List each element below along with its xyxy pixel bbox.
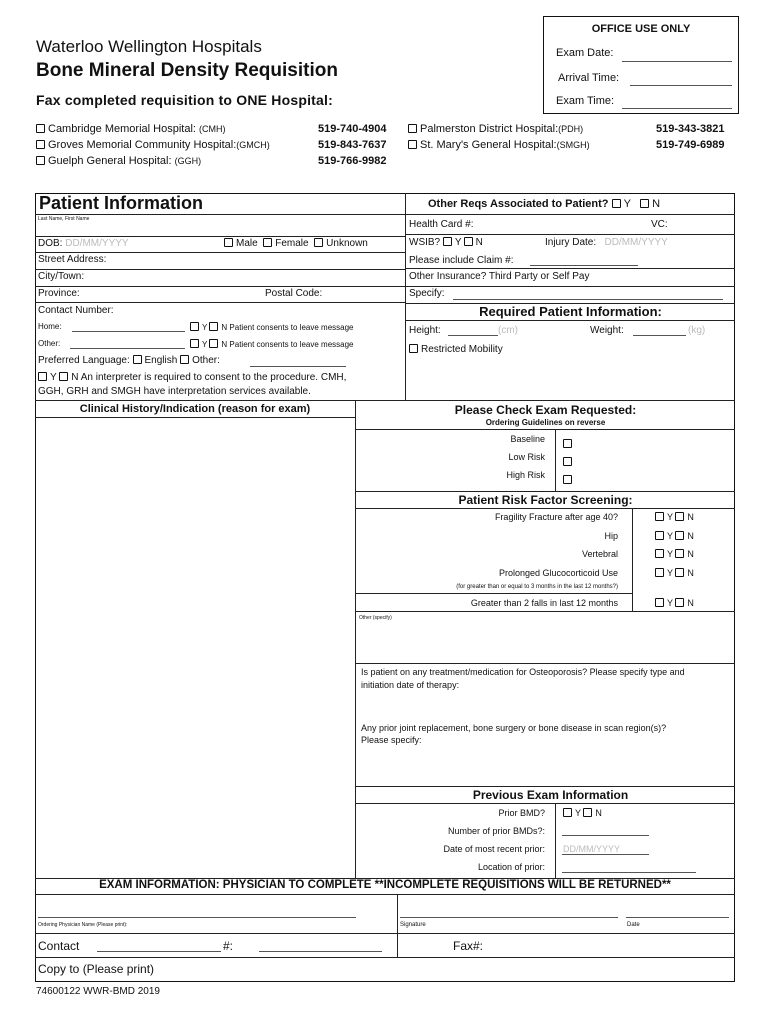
fax-instruction: Fax completed requisition to ONE Hospital: [36, 92, 333, 108]
checkbox-icon[interactable] [38, 372, 47, 381]
home-label: Home: [38, 322, 62, 331]
sex-options [224, 238, 368, 249]
checkbox-icon[interactable] [675, 531, 684, 540]
previous-heading: Previous Exam Information [472, 788, 629, 802]
language-label: Preferred Language: [38, 355, 130, 366]
home-consent: Y N Patient consents to leave message [190, 322, 354, 332]
contact-number-field[interactable] [259, 951, 382, 952]
exam-info-banner: EXAM INFORMATION: PHYSICIAN TO COMPLETE **INCOMPLETE REQUISITIONS WILL BE RETURNED** [99, 879, 671, 891]
risk-item-label: Hip [604, 531, 618, 541]
form-title: Bone Mineral Density Requisition [36, 60, 338, 81]
column-divider [397, 894, 398, 958]
contact-field[interactable] [97, 951, 221, 952]
number-prior-field[interactable] [562, 835, 649, 836]
low-risk-checkbox[interactable] [563, 452, 575, 470]
fax-pdh: 519-343-3821 [656, 123, 725, 135]
risk-item-label: Fragility Fracture after age 40? [494, 512, 618, 522]
row-divider [356, 663, 735, 664]
risk-yn-1[interactable]: Y N [655, 531, 694, 541]
checkbox-icon[interactable] [408, 140, 417, 149]
wsib-label: WSIB? [409, 237, 441, 248]
contact-number-label: Contact Number: [38, 305, 114, 316]
exam-time-label: Exam Time: [556, 95, 615, 107]
contact-number-label: #: [223, 939, 234, 953]
high-risk-checkbox[interactable] [563, 470, 575, 488]
risk-heading: Patient Risk Factor Screening: [458, 493, 633, 507]
specify-field[interactable] [453, 299, 723, 300]
checkbox-icon[interactable] [408, 124, 417, 133]
other-language-label: Other: [192, 355, 220, 366]
checkbox-icon[interactable] [675, 598, 684, 607]
home-phone-field[interactable] [72, 331, 185, 332]
row-divider [406, 268, 735, 269]
dob-field[interactable]: DD/MM/YYYY [65, 238, 129, 249]
hospital-pdh[interactable] [408, 123, 583, 135]
dob-label: DOB: [38, 238, 63, 249]
english-label: English [144, 355, 178, 366]
column-divider [405, 193, 406, 401]
hospital-ggh[interactable] [36, 155, 201, 167]
checkbox-icon[interactable] [409, 344, 418, 353]
checkbox-icon[interactable] [224, 238, 233, 247]
checkbox-icon[interactable] [209, 322, 218, 331]
other-consent: Y N Patient consents to leave message [190, 339, 354, 349]
checkbox-icon[interactable] [36, 124, 45, 133]
other-reqs-label: Other Reqs Associated to Patient? [428, 198, 609, 210]
hospital-code: (PDH) [558, 124, 584, 134]
checkbox-icon[interactable] [655, 512, 664, 521]
row-divider [356, 429, 735, 430]
male-label: Male [236, 238, 258, 249]
exam-option-label: Baseline [510, 434, 545, 444]
fax-cmh: 519-740-4904 [318, 123, 387, 135]
province-label: Province: [38, 288, 80, 299]
restricted-mobility[interactable] [409, 344, 503, 355]
row-divider [35, 302, 406, 303]
ordering-physician-field[interactable] [38, 917, 356, 918]
risk-yn-2[interactable]: Y N [655, 549, 694, 559]
copy-to-label: Copy to (Please print) [38, 962, 155, 976]
checkbox-icon[interactable] [314, 238, 323, 247]
arrival-time-field[interactable] [630, 85, 732, 86]
office-use-box [543, 16, 739, 114]
date-recent-label: Date of most recent prior: [443, 844, 545, 854]
prior-question-1: Any prior joint replacement, bone surgery or bone disease in scan region(s)? [361, 723, 667, 733]
other-phone-field[interactable] [70, 348, 185, 349]
row-divider [406, 234, 735, 235]
exam-heading: Please Check Exam Requested: [454, 403, 637, 417]
location-prior-field[interactable] [562, 872, 696, 873]
name-label: Last Name, First Name [38, 216, 90, 222]
checkbox-icon[interactable] [655, 598, 664, 607]
postal-label: Postal Code: [265, 288, 323, 299]
number-prior-label: Number of prior BMDs?: [447, 826, 545, 836]
contact-label: Contact [38, 939, 80, 953]
prior-bmd-label: Prior BMD? [498, 808, 545, 818]
unknown-label: Unknown [326, 238, 368, 249]
baseline-checkbox[interactable] [563, 434, 575, 452]
risk-yn-0[interactable]: Y N [655, 512, 694, 522]
exam-date-field[interactable] [622, 61, 732, 62]
column-divider [555, 803, 556, 878]
injury-date-label: Injury Date: [545, 237, 597, 248]
other-language-field[interactable] [250, 366, 346, 367]
checkbox-icon[interactable] [655, 549, 664, 558]
row-divider [35, 269, 406, 270]
height-field[interactable] [448, 335, 498, 336]
osteo-question-2: initiation date of therapy: [361, 680, 460, 690]
checkbox-icon[interactable] [133, 355, 142, 364]
row-divider [356, 786, 735, 787]
no-label: N [652, 198, 661, 210]
hospital-cmh[interactable] [36, 123, 226, 135]
other-reqs-question [428, 198, 660, 210]
consent-label: N Patient consents to leave message [221, 340, 354, 349]
wsib-row: WSIB? Y N [409, 237, 483, 248]
checkbox-icon[interactable] [640, 199, 649, 208]
city-label: City/Town: [38, 271, 85, 282]
required-heading: Required Patient Information: [479, 304, 662, 319]
checkbox-icon[interactable] [563, 475, 572, 484]
row-divider [356, 491, 735, 492]
column-divider [355, 400, 356, 878]
row-divider [35, 214, 406, 215]
risk-item-label: Prolonged Glucocorticoid Use [498, 568, 618, 578]
exam-subheading: Ordering Guidelines on reverse [485, 418, 606, 427]
fax-ggh: 519-766-9982 [318, 155, 387, 167]
checkbox-icon[interactable] [675, 549, 684, 558]
prior-question-2: Please specify: [361, 735, 422, 745]
consent-label: N Patient consents to leave message [221, 323, 354, 332]
hospital-code: (GMCH) [236, 140, 270, 150]
vc-label: VC: [651, 219, 668, 230]
exam-date-label: Exam Date: [556, 47, 614, 59]
row-divider [35, 933, 735, 934]
row-divider [35, 957, 735, 958]
other-specify-label: Other (specify) [359, 615, 392, 621]
date-recent-field[interactable]: DD/MM/YYYY [563, 844, 621, 854]
row-divider [356, 593, 633, 594]
checkbox-icon[interactable] [675, 512, 684, 521]
risk-yn-4[interactable]: Y N [655, 598, 694, 608]
checkbox-icon[interactable] [190, 339, 199, 348]
checkbox-icon[interactable] [583, 808, 592, 817]
osteo-question-1: Is patient on any treatment/medication for Osteoporosis? Please specify type and [361, 667, 685, 677]
signature-field[interactable] [400, 917, 618, 918]
prior-bmd-yn[interactable]: Y N [563, 808, 602, 818]
female-label: Female [275, 238, 309, 249]
column-divider [632, 508, 633, 612]
health-card-label: Health Card #: [409, 219, 474, 230]
checkbox-icon[interactable] [36, 156, 45, 165]
column-divider [555, 429, 556, 491]
signature-label: Signature [400, 922, 426, 928]
other-insurance-label: Other Insurance? Third Party or Self Pay [409, 271, 590, 282]
other-label: Other: [38, 339, 61, 348]
height-unit: (cm) [498, 325, 518, 336]
date-label: Date [627, 922, 640, 928]
row-divider [35, 286, 406, 287]
weight-unit: (kg) [688, 325, 706, 336]
hospital-name: Guelph General Hospital: [48, 155, 172, 167]
dob-row [38, 238, 129, 249]
checkbox-icon[interactable] [563, 457, 572, 466]
exam-option-label: High Risk [506, 470, 545, 480]
checkbox-icon[interactable] [190, 322, 199, 331]
date-recent-underline [562, 854, 649, 855]
form-code: 74600122 WWR-BMD 2019 [36, 986, 160, 997]
risk-yn-3[interactable]: Y N [655, 568, 694, 578]
gluco-note: (for greater than or equal to 3 months in the last 12 months?) [456, 584, 618, 590]
checkbox-icon[interactable] [612, 199, 621, 208]
hospital-gmch[interactable] [36, 139, 270, 151]
weight-label: Weight: [590, 325, 624, 336]
injury-date-field[interactable]: DD/MM/YYYY [604, 237, 668, 248]
yes-label: Y [623, 198, 631, 210]
hospital-smgh[interactable] [408, 139, 590, 151]
checkbox-icon[interactable] [209, 339, 218, 348]
org-name: Waterloo Wellington Hospitals [36, 37, 262, 56]
specify-label: Specify: [409, 288, 445, 299]
interpreter-line-2: GGH, GRH and SMGH have interpretation services available. [38, 386, 311, 397]
hospital-code: (SMGH) [556, 140, 590, 150]
hospital-name: Groves Memorial Community Hospital: [48, 139, 237, 151]
restricted-label: Restricted Mobility [421, 344, 503, 355]
risk-item-label: Vertebral [581, 549, 618, 559]
checkbox-icon[interactable] [180, 355, 189, 364]
checkbox-icon[interactable] [59, 372, 68, 381]
row-divider [356, 611, 735, 612]
claim-label: Please include Claim #: [409, 255, 514, 266]
row-divider [35, 236, 406, 237]
height-label: Height: [409, 325, 441, 336]
office-use-title: OFFICE USE ONLY [591, 23, 691, 35]
street-label: Street Address: [38, 254, 107, 265]
exam-option-label: Low Risk [508, 452, 545, 462]
checkbox-icon[interactable] [464, 237, 473, 246]
checkbox-icon[interactable] [443, 237, 452, 246]
language-row [38, 355, 220, 366]
claim-field[interactable] [530, 265, 638, 266]
date-field[interactable] [626, 917, 729, 918]
row-divider [406, 286, 735, 287]
row-divider [356, 508, 735, 509]
injury-date-row [545, 237, 668, 248]
clinical-heading: Clinical History/Indication (reason for exam) [79, 403, 311, 415]
checkbox-icon[interactable] [563, 439, 572, 448]
row-divider [406, 214, 735, 215]
hospital-name: Palmerston District Hospital: [420, 123, 559, 135]
patient-info-heading: Patient Information [39, 193, 204, 213]
checkbox-icon[interactable] [675, 568, 684, 577]
fax-smgh: 519-749-6989 [656, 139, 725, 151]
hospital-name: Cambridge Memorial Hospital: [48, 123, 196, 135]
section-divider [35, 400, 735, 401]
exam-time-field[interactable] [622, 108, 732, 109]
row-divider [356, 803, 735, 804]
checkbox-icon[interactable] [655, 531, 664, 540]
risk-item-label: Greater than 2 falls in last 12 months [470, 598, 618, 608]
interpreter-line-1: Y N An interpreter is required to consent to the procedure. CMH, [38, 372, 346, 383]
fax-label: Fax#: [453, 939, 484, 953]
weight-field[interactable] [633, 335, 686, 336]
clinical-history-field[interactable] [36, 418, 354, 876]
location-prior-label: Location of prior: [477, 862, 545, 872]
checkbox-icon[interactable] [36, 140, 45, 149]
arrival-time-label: Arrival Time: [558, 72, 620, 84]
hospital-code: (GGH) [174, 156, 202, 166]
checkbox-icon[interactable] [563, 808, 572, 817]
fax-gmch: 519-843-7637 [318, 139, 387, 151]
checkbox-icon[interactable] [263, 238, 272, 247]
hospital-code: (CMH) [199, 124, 226, 134]
interpreter-text: N An interpreter is required to consent to the procedure. CMH, [71, 372, 347, 383]
checkbox-icon[interactable] [655, 568, 664, 577]
hospital-name: St. Mary's General Hospital: [420, 139, 557, 151]
ordering-physician-label: Ordering Physician Name (Please print): [38, 922, 128, 928]
row-divider [35, 252, 406, 253]
